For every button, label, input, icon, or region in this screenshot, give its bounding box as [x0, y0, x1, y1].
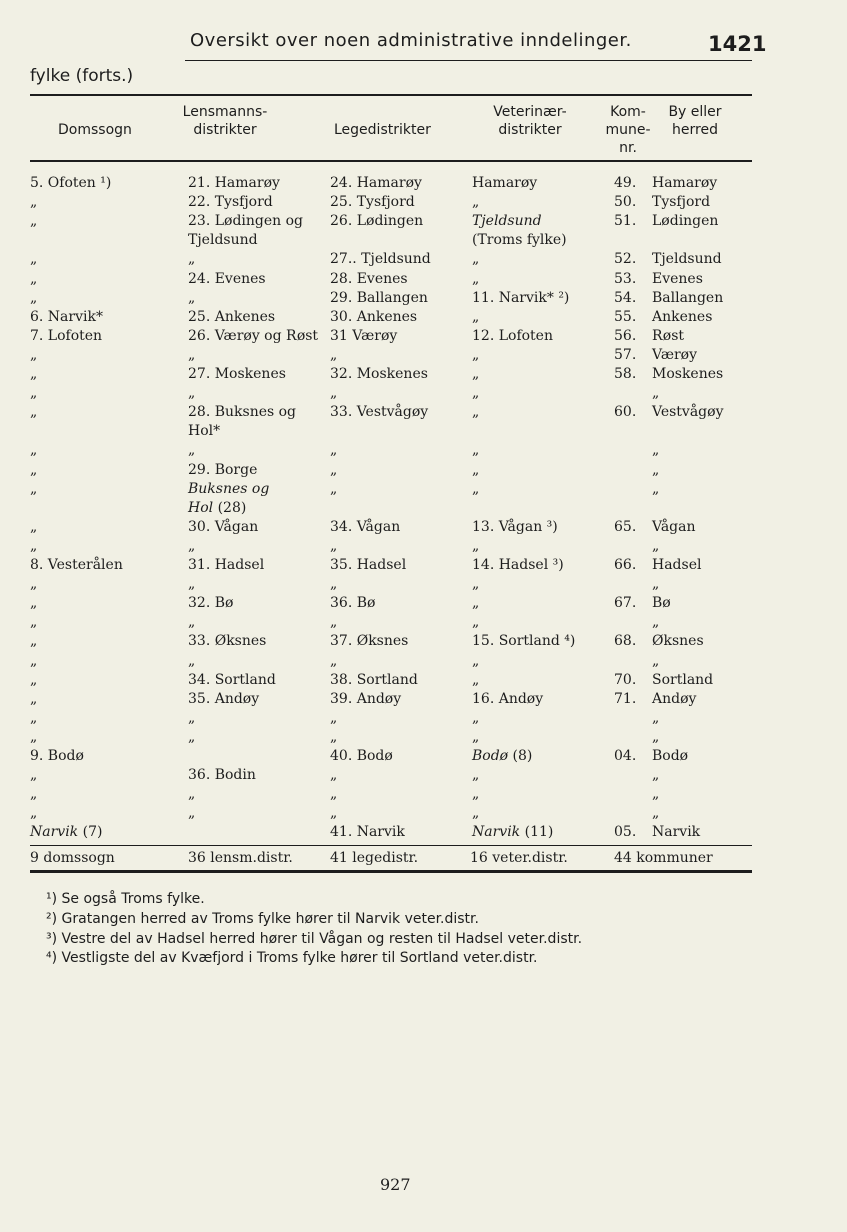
- cell-domssogn: „: [30, 461, 38, 478]
- footnote-2: ²) Gratangen herred av Troms fylke hører til Narvik veter.distr.: [46, 911, 479, 927]
- header-lensmann-line2: distrikter: [193, 122, 257, 138]
- cell-domssogn: „: [30, 633, 38, 650]
- header-by-line2: herred: [672, 122, 718, 138]
- cell-by: „: [652, 576, 660, 593]
- cell-lege: 28. Evenes: [330, 270, 408, 287]
- cell-veterinaer: „: [472, 270, 480, 287]
- cell-by: „: [652, 805, 660, 822]
- cell-lege: „: [330, 537, 338, 554]
- footnote-1: ¹) Se også Troms fylke.: [46, 891, 205, 907]
- cell-domssogn: „: [30, 767, 38, 784]
- cell-domssogn: „: [30, 728, 38, 745]
- cell-veterinaer: „: [472, 576, 480, 593]
- total-kommuner: 44 kommuner: [614, 850, 713, 866]
- cell-lensmann: „: [188, 442, 196, 459]
- cell-by: Evenes: [652, 270, 703, 287]
- cell-kommunenr: 54.: [614, 289, 637, 306]
- cell-lensmann: „: [188, 289, 196, 306]
- cell-domssogn: „: [30, 805, 38, 822]
- cell-by: „: [652, 537, 660, 554]
- cell-by: „: [652, 786, 660, 803]
- cell-kommunenr: 66.: [614, 557, 637, 573]
- cell-lensmann: 30. Vågan: [188, 518, 259, 535]
- cell-domssogn: „: [30, 576, 38, 593]
- cell-veterinaer: „: [472, 805, 480, 822]
- cell-domssogn: „: [30, 537, 38, 554]
- header-veterinaer-line1: Veterinær-: [493, 104, 567, 120]
- cell-lege: „: [330, 614, 338, 631]
- cell-lege: „: [330, 442, 338, 459]
- header-lege: Legedistrikter: [334, 122, 431, 138]
- cell-lensmann: 27. Moskenes: [188, 366, 286, 382]
- cell-by: „: [652, 385, 660, 402]
- cell-veterinaer: „: [472, 461, 480, 478]
- cell-lege: 30. Ankenes: [330, 308, 418, 325]
- header-kommune-line2: mune-: [605, 122, 651, 138]
- cell-domssogn: „: [30, 385, 38, 402]
- cell-kommunenr: 58.: [614, 366, 637, 382]
- cell-lege: „: [330, 576, 338, 593]
- cell-veterinaer: „: [472, 194, 480, 211]
- header-veterinaer: [480, 103, 580, 139]
- cell-lensmann: 28. Buksnes og: [188, 404, 297, 421]
- cell-lege: 26. Lødingen: [330, 213, 424, 230]
- table-bottom-rule: [30, 870, 752, 873]
- cell-lege: 33. Vestvågøy: [330, 404, 429, 421]
- cell-domssogn: „: [30, 404, 38, 421]
- cell-by: „: [652, 480, 660, 497]
- header-bottom-rule: [30, 160, 752, 162]
- cell-lege: „: [330, 709, 338, 726]
- cell-kommunenr: 68.: [614, 633, 637, 650]
- table-top-rule: [30, 94, 752, 96]
- cell-veterinaer: 13. Vågan ³): [472, 518, 558, 535]
- cell-lensmann: Hol*: [188, 423, 221, 440]
- cell-lensmann: 36. Bodin: [188, 767, 256, 784]
- cell-by: „: [652, 767, 660, 784]
- cell-veterinaer: Hamarøy: [472, 175, 538, 191]
- cell-lensmann: Tjeldsund: [188, 232, 258, 249]
- cell-domssogn: „: [30, 442, 38, 459]
- cell-lensmann: „: [188, 614, 196, 631]
- cell-by: Ballangen: [652, 289, 724, 306]
- cell-veterinaer: 12. Lofoten: [472, 327, 553, 344]
- cell-lege: 40. Bodø: [330, 748, 393, 764]
- cell-domssogn: „: [30, 786, 38, 803]
- cell-lensmann: 29. Borge: [188, 461, 258, 478]
- cell-lege: 24. Hamarøy: [330, 175, 422, 191]
- cell-lensmann: 31. Hadsel: [188, 557, 265, 573]
- cell-lege: „: [330, 461, 338, 478]
- header-domssogn: Domssogn: [58, 122, 132, 138]
- cell-domssogn: Narvik (7): [30, 824, 103, 841]
- cell-domssogn: „: [30, 346, 38, 363]
- cell-by: Vestvågøy: [652, 404, 724, 421]
- cell-veterinaer: Tjeldsund: [472, 213, 542, 230]
- italic-fragment: Bodø: [472, 748, 509, 764]
- cell-veterinaer: „: [472, 652, 480, 669]
- page-number: 1421: [708, 32, 767, 56]
- cell-lege: 25. Tysfjord: [330, 194, 415, 211]
- cell-veterinaer: „: [472, 480, 480, 497]
- header-kommune-line3: nr.: [619, 140, 637, 156]
- cell-veterinaer: Narvik (11): [472, 824, 554, 841]
- cell-by: Moskenes: [652, 366, 724, 382]
- cell-lensmann: „: [188, 576, 196, 593]
- cell-lensmann: 23. Lødingen og: [188, 213, 304, 230]
- running-title: Oversikt over noen administrative inndelinger.: [190, 30, 632, 51]
- cell-domssogn: 9. Bodø: [30, 748, 84, 764]
- cell-veterinaer: (Troms fylke): [472, 232, 567, 249]
- cell-by: Bodø: [652, 748, 689, 764]
- header-veterinaer-line2: distrikter: [498, 122, 562, 138]
- cell-domssogn: 5. Ofoten ¹): [30, 175, 112, 191]
- cell-by: Ankenes: [652, 308, 713, 325]
- italic-fragment: Hol: [188, 499, 214, 516]
- cell-veterinaer: „: [472, 767, 480, 784]
- cell-kommunenr: 05.: [614, 824, 637, 841]
- cell-kommunenr: 55.: [614, 308, 637, 325]
- cell-by: Øksnes: [652, 633, 704, 650]
- cell-veterinaer: „: [472, 709, 480, 726]
- cell-veterinaer: „: [472, 786, 480, 803]
- cell-veterinaer: „: [472, 442, 480, 459]
- cell-by: Lødingen: [652, 213, 719, 230]
- cell-lege: 37. Øksnes: [330, 633, 409, 650]
- cell-by: „: [652, 728, 660, 745]
- cell-lensmann: 25. Ankenes: [188, 308, 276, 325]
- cell-veterinaer: „: [472, 366, 480, 382]
- cell-domssogn: „: [30, 614, 38, 631]
- header-rule: [185, 60, 752, 61]
- cell-lege: 31 Værøy: [330, 327, 398, 344]
- cell-lensmann: „: [188, 786, 196, 803]
- cell-lensmann: 33. Øksnes: [188, 633, 267, 650]
- cell-lege: 41. Narvik: [330, 824, 405, 841]
- cell-lensmann: 22. Tysfjord: [188, 194, 273, 211]
- cell-by: Bø: [652, 595, 671, 612]
- cell-lege: „: [330, 805, 338, 822]
- cell-lege: „: [330, 480, 338, 497]
- cell-veterinaer: „: [472, 595, 480, 612]
- cell-by: Tjeldsund: [652, 251, 722, 268]
- cell-veterinaer: 16. Andøy: [472, 690, 544, 707]
- italic-fragment: Narvik: [472, 824, 521, 841]
- cell-by: „: [652, 652, 660, 669]
- section-title: fylke (forts.): [30, 66, 134, 86]
- cell-kommunenr: 65.: [614, 518, 637, 535]
- cell-kommunenr: 70.: [614, 671, 637, 688]
- cell-domssogn: „: [30, 251, 38, 268]
- cell-by: Røst: [652, 327, 685, 344]
- footnote-4: ⁴) Vestligste del av Kvæfjord i Troms fylke hører til Sortland veter.distr.: [46, 950, 538, 966]
- cell-veterinaer: 14. Hadsel ³): [472, 557, 564, 573]
- cell-by: Vågan: [652, 518, 696, 535]
- total-veterinaer: 16 veter.distr.: [470, 850, 568, 866]
- footnote-3: ³) Vestre del av Hadsel herred hører til Vågan og resten til Hadsel veter.distr.: [46, 931, 583, 947]
- cell-veterinaer: „: [472, 385, 480, 402]
- cell-domssogn: „: [30, 194, 38, 211]
- cell-lensmann: „: [188, 709, 196, 726]
- cell-domssogn: „: [30, 652, 38, 669]
- total-lege: 41 legedistr.: [330, 850, 419, 866]
- cell-veterinaer: „: [472, 308, 480, 325]
- header-lensmann-line1: Lensmanns-: [182, 104, 268, 120]
- cell-lensmann: 34. Sortland: [188, 671, 276, 688]
- cell-lensmann: „: [188, 346, 196, 363]
- cell-kommunenr: 52.: [614, 251, 637, 268]
- cell-veterinaer: „: [472, 728, 480, 745]
- cell-lege: 38. Sortland: [330, 671, 418, 688]
- cell-lensmann: 35. Andøy: [188, 690, 260, 707]
- total-domssogn: 9 domssogn: [30, 850, 115, 866]
- cell-kommunenr: 49.: [614, 175, 637, 191]
- cell-by: Sortland: [652, 671, 714, 688]
- totals-top-rule: [30, 845, 752, 846]
- cell-lege: „: [330, 652, 338, 669]
- cell-lege: 32. Moskenes: [330, 366, 428, 382]
- cell-domssogn: „: [30, 595, 38, 612]
- cell-lensmann: „: [188, 385, 196, 402]
- cell-kommunenr: 67.: [614, 595, 637, 612]
- italic-fragment: Narvik: [30, 824, 79, 841]
- cell-domssogn: „: [30, 480, 38, 497]
- cell-by: Hamarøy: [652, 175, 718, 191]
- cell-domssogn: 8. Vesterålen: [30, 557, 123, 573]
- cell-lege: 35. Hadsel: [330, 557, 407, 573]
- cell-domssogn: 7. Lofoten: [30, 327, 103, 344]
- cell-domssogn: „: [30, 289, 38, 306]
- cell-lege: „: [330, 786, 338, 803]
- cell-kommunenr: 50.: [614, 194, 637, 211]
- header-kommune-line1: Kom-: [610, 104, 646, 120]
- cell-domssogn: „: [30, 709, 38, 726]
- cell-lensmann: „: [188, 251, 196, 268]
- cell-kommunenr: 57.: [614, 346, 637, 363]
- cell-by: Værøy: [652, 346, 698, 363]
- cell-by: Narvik: [652, 824, 701, 841]
- cell-veterinaer: „: [472, 251, 480, 268]
- cell-lege: 29. Ballangen: [330, 289, 428, 306]
- cell-lensmann: Buksnes og: [188, 480, 270, 497]
- cell-veterinaer: „: [472, 614, 480, 631]
- cell-lensmann: 32. Bø: [188, 595, 234, 612]
- cell-lensmann: 21. Hamarøy: [188, 175, 280, 191]
- cell-lege: „: [330, 728, 338, 745]
- cell-kommunenr: 51.: [614, 213, 637, 230]
- cell-by: Andøy: [652, 690, 697, 707]
- header-kommune: [597, 103, 659, 157]
- cell-by: „: [652, 614, 660, 631]
- cell-veterinaer: Bodø (8): [472, 748, 533, 764]
- total-lensmann: 36 lensm.distr.: [188, 850, 293, 866]
- cell-kommunenr: 71.: [614, 690, 637, 707]
- cell-by: „: [652, 461, 660, 478]
- header-by: [660, 103, 730, 139]
- header-by-line1: By eller: [668, 104, 722, 120]
- cell-by: „: [652, 442, 660, 459]
- cell-lege: „: [330, 385, 338, 402]
- cell-domssogn: „: [30, 366, 38, 382]
- header-lensmann: [170, 103, 280, 139]
- cell-lege: „: [330, 346, 338, 363]
- cell-lensmann: „: [188, 805, 196, 822]
- cell-domssogn: „: [30, 270, 38, 287]
- cell-kommunenr: 60.: [614, 404, 637, 421]
- cell-kommunenr: 04.: [614, 748, 637, 764]
- cell-domssogn: „: [30, 690, 38, 707]
- cell-lege: „: [330, 767, 338, 784]
- cell-lege: 34. Vågan: [330, 518, 401, 535]
- cell-lege: 36. Bø: [330, 595, 376, 612]
- cell-lensmann: 26. Værøy og Røst: [188, 327, 319, 344]
- cell-domssogn: „: [30, 671, 38, 688]
- folio: 927: [380, 1175, 411, 1194]
- cell-lensmann: „: [188, 728, 196, 745]
- cell-by: „: [652, 709, 660, 726]
- cell-veterinaer: 11. Narvik* ²): [472, 289, 570, 306]
- cell-veterinaer: 15. Sortland ⁴): [472, 633, 576, 650]
- cell-veterinaer: „: [472, 671, 480, 688]
- cell-lensmann: 24. Evenes: [188, 270, 266, 287]
- cell-domssogn: 6. Narvik*: [30, 308, 103, 325]
- cell-veterinaer: „: [472, 404, 480, 421]
- cell-kommunenr: 53.: [614, 270, 637, 287]
- cell-kommunenr: 56.: [614, 327, 637, 344]
- cell-lensmann: „: [188, 537, 196, 554]
- cell-lensmann: Hol (28): [188, 499, 247, 516]
- cell-lege: 39. Andøy: [330, 690, 402, 707]
- cell-veterinaer: „: [472, 537, 480, 554]
- cell-by: Tysfjord: [652, 194, 711, 211]
- cell-lensmann: „: [188, 652, 196, 669]
- cell-by: Hadsel: [652, 557, 702, 573]
- cell-veterinaer: „: [472, 346, 480, 363]
- cell-lege: 27.. Tjeldsund: [330, 251, 431, 268]
- cell-domssogn: „: [30, 213, 38, 230]
- cell-domssogn: „: [30, 518, 38, 535]
